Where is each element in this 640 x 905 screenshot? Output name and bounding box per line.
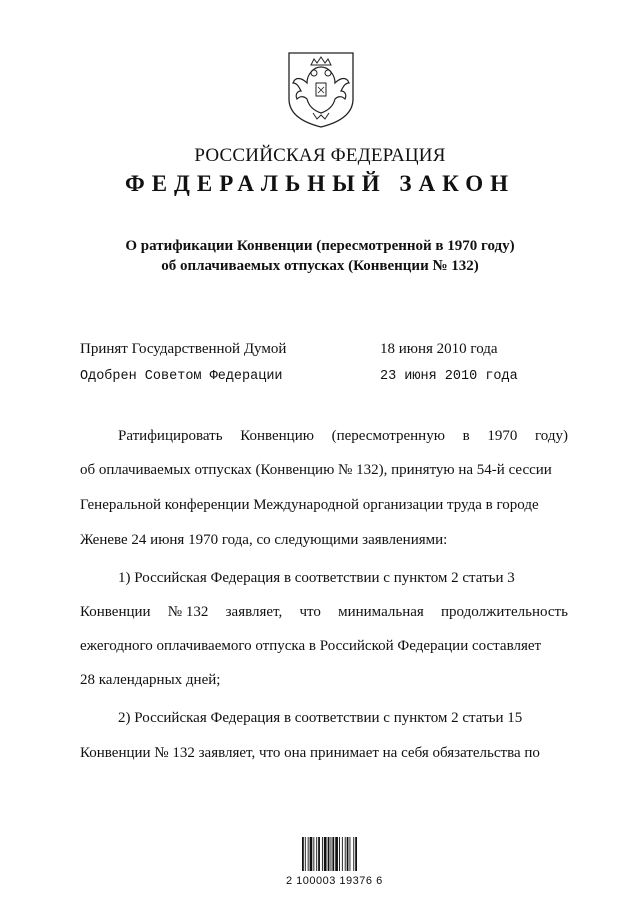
body-line (80, 462, 568, 479)
body-line-segment: № 132 (167, 604, 209, 620)
duma-adoption-label: Принят Государственной Думой (80, 341, 287, 357)
body-line-segment: 1970 (487, 428, 518, 444)
body-line-segment: 2) Российская Федерация в соответствии с пунктом 2 статьи 15 (118, 710, 523, 726)
barcode-bar (345, 837, 346, 871)
body-line (80, 745, 568, 762)
body-line (80, 570, 568, 587)
body-line (80, 497, 568, 514)
barcode-bar (332, 837, 334, 871)
body-line-segment: продолжительность (441, 604, 568, 620)
body-line-segment: что (299, 604, 321, 620)
body-line (80, 710, 568, 727)
barcode-bar (328, 837, 330, 871)
barcode-bar (318, 837, 320, 871)
body-line-segment: году) (534, 428, 568, 444)
body-line-segment: заявляет, (225, 604, 283, 620)
body-line-segment: в (462, 428, 470, 444)
barcode-bar (353, 837, 354, 871)
barcode-bar (324, 837, 327, 871)
barcode-bar (355, 837, 357, 871)
body-line (80, 672, 568, 689)
body-line-segment: 1) Российская Федерация в соответствии с пунктом 2 статьи 3 (118, 570, 515, 586)
council-approval-label: Одобрен Советом Федерации (80, 369, 283, 384)
barcode-bar (310, 837, 313, 871)
body-line (80, 532, 568, 549)
barcode-bar (342, 837, 343, 871)
body-line-segment: Конвенции № 132 заявляет, что она принимает на себя обязательства по (80, 745, 540, 761)
body-line (80, 638, 568, 655)
barcode-bar (305, 837, 306, 871)
body-line-segment: Конвенцию (240, 428, 314, 444)
document-type-heading: ФЕДЕРАЛЬНЫЙ ЗАКОН (124, 171, 516, 196)
barcode-bar (350, 837, 351, 871)
barcode-bar (339, 837, 340, 871)
barcode-number: 2 100003 19376 6 (286, 875, 383, 887)
body-line-segment: минимальная (338, 604, 424, 620)
body-line-segment: Ратифицировать (118, 428, 223, 444)
barcode-bar (302, 837, 304, 871)
barcode-bar (313, 837, 314, 871)
law-title-line-1: О ратификации Конвенции (пересмотренной в 1970 году) (125, 238, 515, 254)
barcode-bar (308, 837, 309, 871)
law-title-line-2: об оплачиваемых отпусках (Конвенции № 132) (161, 258, 479, 274)
barcode-bar (335, 837, 338, 871)
body-line-segment: об оплачиваемых отпусках (Конвенцию № 132), принятую на 54-й сессии (80, 462, 552, 478)
body-line-segment: 28 календарных дней; (80, 672, 221, 688)
law-title (0, 236, 640, 276)
barcode-bar (331, 837, 332, 871)
body-line-segment: (пересмотренную (331, 428, 445, 444)
barcode-bar (322, 837, 323, 871)
body-line-segment: ежегодного оплачиваемого отпуска в Российской Федерации составляет (80, 638, 542, 654)
barcode-bar (316, 837, 317, 871)
country-heading: РОССИЙСКАЯ ФЕДЕРАЦИЯ (194, 145, 446, 166)
barcode-icon (300, 833, 378, 873)
coat-of-arms-icon (283, 47, 359, 131)
body-line-segment: Генеральной конференции Международной организации труда в городе (80, 497, 539, 513)
body-line-segment: Женеве 24 июня 1970 года, со следующими заявлениями: (80, 532, 448, 548)
barcode-bar (347, 837, 349, 871)
council-approval-date: 23 июня 2010 года (380, 369, 518, 384)
body-line (80, 604, 568, 621)
body-line-segment: Конвенции (80, 604, 151, 620)
body-line (80, 428, 568, 445)
duma-adoption-date: 18 июня 2010 года (380, 341, 498, 357)
